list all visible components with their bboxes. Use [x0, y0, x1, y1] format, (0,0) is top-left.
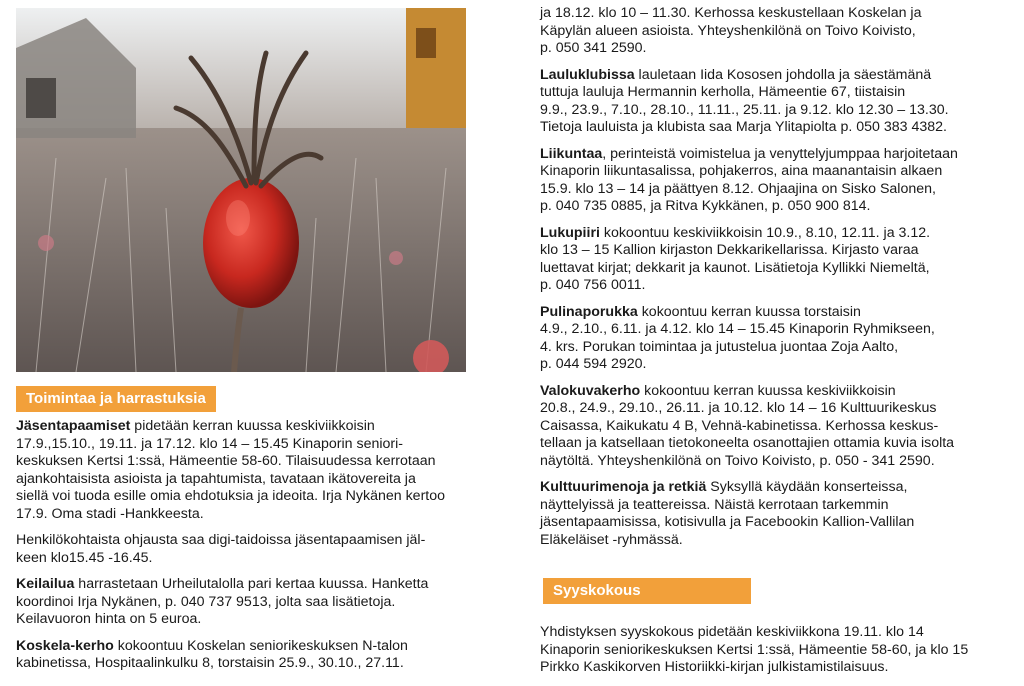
paragraph-line: 4. krs. Porukan toimintaa ja jutustelua juontaa Zoja Aalto, [540, 338, 899, 355]
paragraph-line: , perinteistä voimistelua ja venyttelyjumppaa harjoitetaan [602, 145, 958, 162]
paragraph-valokuvakerho [540, 383, 1010, 471]
paragraph-line: 15.9. klo 13 – 14 ja päättyen 8.12. Ohjaajina on Sisko Salonen, [540, 180, 936, 197]
rose-hip-illustration [16, 8, 466, 372]
paragraph-title: Pulinaporukka [540, 303, 638, 320]
paragraph-line: jäsentapaamisissa, kotisivulla ja Facebookin Kallion-Vallilan [540, 514, 915, 530]
paragraph-title: Koskela-kerho [16, 637, 114, 654]
paragraph-line: tuttuja lauluja Hermannin kerholla, Hämeentie 67, tiistaisin [540, 84, 906, 100]
paragraph-line: kokoontuu kerran kuussa keskiviikkoisin [640, 382, 896, 399]
paragraph-title: Lauluklubissa [540, 66, 635, 83]
paragraph-line: kabinetissa, Hospitaalinkulku 8, torstaisin 25.9., 30.10., 27.11. [16, 655, 404, 671]
paragraph-line: ajankohtaisista asioista ja tapahtumista, tavataan ikätovereita ja [16, 470, 416, 487]
paragraph-line: kokoontuu Koskelan seniorikeskuksen N-talon [113, 637, 408, 654]
paragraph-line: Yhdistyksen syyskokous pidetään keskiviikkona 19.11. klo 14 [540, 624, 924, 640]
paragraph-line: Syksyllä käydään konserteissa, [706, 479, 908, 495]
syyskokous-text [540, 624, 1020, 686]
paragraph-line: Pirkko Kaskikorven Historiikki-kirjan julkistamistilaisuus. [540, 659, 889, 675]
paragraph-title: Liikuntaa [540, 145, 603, 162]
paragraph-koskela-kerho [16, 638, 476, 673]
paragraph-line: lauletaan Iida Kososen johdolla ja säestämänä [634, 66, 932, 83]
paragraph-line: luettavat kirjat; dekkarit ja kaunot. Lisätietoja Kyllikki Niemeltä, [540, 259, 930, 276]
paragraph-line: p. 050 341 2590. [540, 40, 647, 56]
paragraph-line: kokoontuu kerran kuussa torstaisin [637, 303, 861, 320]
paragraph-digi-ohjaus [16, 532, 476, 567]
paragraph-line: Kinaporin liikuntasalissa, pohjakerros, aina maanantaisin alkaen [540, 163, 943, 179]
paragraph-jasentapaamiset [16, 418, 476, 523]
paragraph-title: Keilailua [16, 576, 75, 592]
paragraph-line: näytöltä. Yhteyshenkilönä on Toivo Koivisto, p. 050 - 341 2590. [540, 452, 935, 469]
section-label-toimintaa [16, 386, 216, 412]
paragraph-line: koordinoi Irja Nykänen, p. 040 737 9513, jolta saa lisätietoja. [16, 593, 396, 610]
paragraph-pulinaporukka [540, 304, 1010, 374]
paragraph-line: Henkilökohtaista ohjausta saa digi-taidoissa jäsentapaamisen jäl- [16, 532, 426, 548]
paragraph-line: siellä voi tuoda esille omia ehdotuksia ja ideoita. Irja Nykänen kertoo [16, 488, 446, 504]
paragraph-line: keskuksen Kertsi 1:ssä, Hämeentie 58-60. Tilaisuudessa kerrotaan [16, 453, 436, 469]
paragraph-line: kokoontuu keskiviikkoisin 10.9., 8.10, 12.11. ja 3.12. [599, 224, 931, 241]
paragraph-line: Eläkeläiset -ryhmässä. [540, 531, 683, 548]
section-label-toimintaa-text: Toimintaa ja harrastuksia [26, 390, 206, 407]
paragraph-title: Valokuvakerho [540, 382, 641, 399]
paragraph-line: näyttelyissä ja teattereissa. Näistä kerrotaan tarkemmin [540, 496, 889, 513]
paragraph-lukupiiri [540, 225, 1010, 295]
paragraph-syyskokous [540, 624, 1020, 677]
paragraph-koskela-cont [540, 5, 1010, 58]
paragraph-kulttuurimenoja [540, 479, 1010, 549]
paragraph-line: keen klo15.45 -16.45. [16, 549, 153, 566]
section-label-syyskokous-text: Syyskokous [553, 582, 641, 599]
paragraph-line: 17.9. Oma stadi -Hankkeesta. [16, 505, 204, 522]
rose-hip-photo [16, 8, 466, 372]
paragraph-line: tellaan ja katsellaan tietokoneelta osanottajien ottamia kuvia isolta [540, 435, 955, 451]
paragraph-line: 4.9., 2.10., 6.11. ja 4.12. klo 14 – 15.45 Kinaporin Ryhmikseen, [540, 321, 935, 337]
section-label-syyskokous [543, 578, 751, 604]
paragraph-line: p. 044 594 2920. [540, 356, 647, 372]
paragraph-line: harrastetaan Urheilutalolla pari kertaa kuussa. Hanketta [74, 576, 429, 592]
paragraph-line: 17.9.,15.10., 19.11. ja 17.12. klo 14 – 15.45 Kinaporin seniori- [16, 435, 404, 452]
paragraph-title: Lukupiiri [540, 224, 600, 241]
paragraph-line: Käpylän alueen asioista. Yhteyshenkilönä on Toivo Koivisto, [540, 22, 916, 39]
paragraph-line: p. 040 756 0011. [540, 277, 646, 293]
paragraph-title: Jäsentapaamiset [16, 418, 131, 434]
paragraph-line: klo 13 – 15 Kallion kirjaston Dekkarikellarissa. Kirjasto varaa [540, 242, 919, 258]
paragraph-lauluklubi [540, 67, 1010, 137]
paragraph-line: ja 18.12. klo 10 – 11.30. Kerhossa keskustellaan Koskelan ja [540, 5, 922, 21]
paragraph-line: Keilavuoron hinta on 5 euroa. [16, 611, 202, 627]
right-text-column [540, 5, 1010, 558]
paragraph-line: p. 040 735 0885, ja Ritva Kykkänen, p. 050 900 814. [540, 198, 871, 214]
paragraph-line: 9.9., 23.9., 7.10., 28.10., 11.11., 25.11. ja 9.12. klo 12.30 – 13.30. [540, 101, 949, 118]
paragraph-liikuntaa [540, 146, 1010, 216]
paragraph-keilailua [16, 576, 476, 629]
paragraph-line: pidetään kerran kuussa keskiviikkoisin [130, 418, 375, 434]
paragraph-line: Tietoja lauluista ja klubista saa Marja Ylitapiolta p. 050 383 4382. [540, 119, 947, 135]
paragraph-line: Caisassa, Kaikukatu 4 B, Vehnä-kabinetissa. Kerhossa keskus- [540, 417, 939, 434]
left-text-column [16, 418, 476, 682]
paragraph-line: 20.8., 24.9., 29.10., 26.11. ja 10.12. klo 14 – 16 Kulttuurikeskus [540, 400, 937, 416]
paragraph-line: Kinaporin seniorikeskuksen Kertsi 1:ssä, Hämeentie 58-60, ja klo 15 [540, 641, 969, 658]
paragraph-title: Kulttuurimenoja ja retkiä [540, 479, 707, 495]
